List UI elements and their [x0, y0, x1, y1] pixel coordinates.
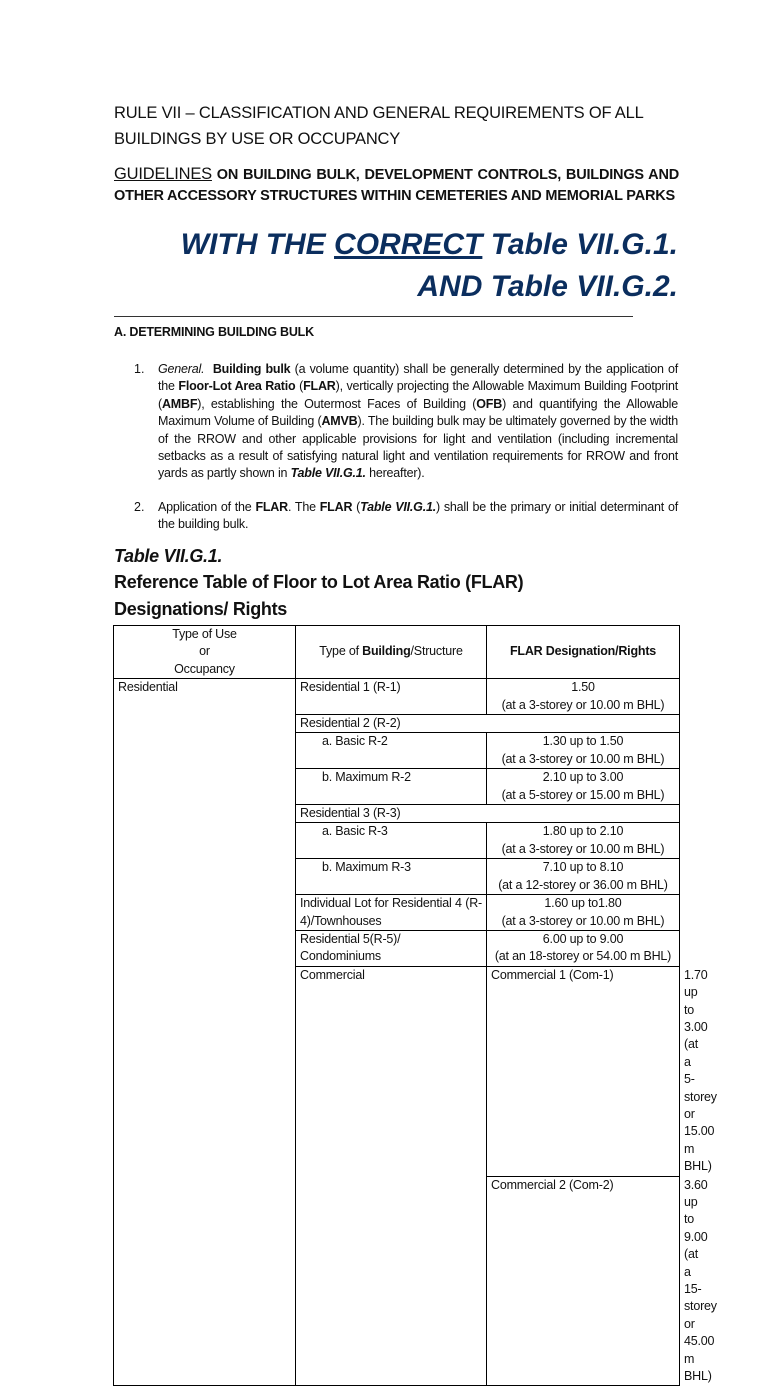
banner-text-a: WITH THE — [180, 228, 335, 261]
guidelines-lead: GUIDELINES — [114, 165, 212, 183]
header-type-of-building — [296, 626, 487, 679]
cell-r4: Individual Lot for Residential 4 (R-4)/Townhouses — [296, 895, 487, 931]
table-row: Commercial Commercial 1 (Com-1) 1.70 up to 3.00 (at a 5-storey or 15.00 m BHL) — [114, 966, 680, 1176]
item-1-text: General. Building bulk (a volume quantity) shall be generally determined by the application of the Floor-Lot Area Ratio (FLAR), vertically projecting the Allowable Maximum Building Footprint (AMBF), establishing the Outermost Faces of Building (OFB) and quantifying the Allowable Maximum Volume of Building (AMVB). The building bulk may be ultimately governed by the width of the RROW and other applicable provisions for light and ventilation (including incremental setbacks as a result of satisfying natural light and ventilation requirements for RROW and front yards as partly shown in Table VII.G.1. hereafter). — [158, 362, 678, 481]
value-line: (at a 3-storey or 10.00 m BHL) — [501, 697, 665, 712]
cell-r2a: a. Basic R-2 — [296, 733, 487, 769]
value-line: 1.50 — [571, 680, 595, 695]
rule-title: RULE VII – CLASSIFICATION AND GENERAL REQUIREMENTS OF ALL BUILDINGS BY USE OR OCCUPANCY — [114, 104, 643, 148]
divider — [114, 316, 633, 317]
value-line: (at a 5-storey or 15.00 m BHL) — [501, 787, 665, 802]
banner-text-correct: CORRECT — [334, 228, 483, 261]
cell-r2a-value — [487, 733, 680, 769]
value-line: (at a 3-storey or 10.00 m BHL) — [501, 913, 665, 928]
cell-r3b: b. Maximum R-3 — [296, 859, 487, 895]
header-line: or — [199, 644, 210, 659]
cell-r1-value — [487, 679, 680, 715]
cell-r2: Residential 2 (R-2) — [296, 715, 680, 733]
cell-r2b: b. Maximum R-2 — [296, 769, 487, 805]
cell-r3: Residential 3 (R-3) — [296, 805, 680, 823]
value-line: (at an 18-storey or 54.00 m BHL) — [494, 949, 672, 964]
value-line: 1.60 up to1.80 — [544, 896, 622, 911]
value-line: (at a 3-storey or 10.00 m BHL) — [501, 841, 665, 856]
banner-line-2: AND Table VII.G.2. — [417, 270, 678, 303]
cell-r3a: a. Basic R-3 — [296, 823, 487, 859]
cell-r3a-value — [487, 823, 680, 859]
cell-c2: Commercial 2 (Com-2) — [487, 1176, 680, 1386]
header-text-bold: Building — [362, 644, 411, 659]
guidelines-heading — [114, 164, 679, 207]
header-line: Type of Use — [172, 627, 237, 641]
value-line: 6.00 up to 9.00 — [542, 931, 624, 946]
item-2-number: 2. — [134, 500, 145, 514]
value-line: 1.30 up to 1.50 — [542, 734, 624, 749]
banner-line-1 — [181, 228, 678, 262]
value-line: (at a 3-storey or 10.00 m BHL) — [501, 751, 665, 766]
cell-r5-value — [487, 930, 680, 966]
table-header-row — [114, 626, 680, 679]
section-a-heading: A. DETERMINING BUILDING BULK — [114, 325, 314, 339]
cell-r4-value — [487, 895, 680, 931]
value-line: 7.10 up to 8.10 — [542, 860, 624, 875]
header-line: Occupancy — [174, 661, 235, 676]
header-flar: FLAR Designation/Rights — [487, 626, 680, 679]
cell-c1: Commercial 1 (Com-1) — [487, 966, 680, 1176]
header-type-of-use — [114, 626, 296, 679]
table-row: Commercial 2 (Com-2) 3.60 up to 9.00 (at a 15-storey or 45.00 m BHL) — [114, 1176, 680, 1386]
header-text: Type of — [319, 644, 363, 659]
guidelines-rest: ON BUILDING BULK, DEVELOPMENT CONTROLS, BUILDINGS AND OTHER ACCESSORY STRUCTURES WITHIN CEMETERIES AND MEMORIAL PARKS — [114, 167, 679, 204]
value-line: 1.80 up to 2.10 — [542, 824, 624, 839]
cell-commercial: Commercial — [296, 966, 487, 1386]
cell-r1: Residential 1 (R-1) — [296, 679, 487, 715]
table-caption-subtitle: Designations/ Rights — [114, 599, 288, 619]
cell-r3b-value — [487, 859, 680, 895]
value-line: (at a 12-storey or 36.00 m BHL) — [498, 877, 668, 892]
banner-text-c: Table VII.G.1. — [482, 228, 678, 261]
table-row — [114, 679, 680, 715]
flar-table — [113, 625, 717, 1386]
cell-r2b-value — [487, 769, 680, 805]
value-line: 2.10 up to 3.00 — [542, 770, 624, 785]
item-1-number: 1. — [134, 362, 145, 376]
table-caption-number: Table VII.G.1. — [114, 546, 223, 566]
cell-r5: Residential 5(R-5)/ Condominiums — [296, 930, 487, 966]
cell-residential: Residential — [114, 679, 296, 1386]
header-text: /Structure — [410, 644, 463, 659]
item-2-text: Application of the FLAR. The FLAR (Table VII.G.1.) shall be the primary or initial determinant of the building bulk. — [158, 500, 678, 532]
table-caption-title: Reference Table of Floor to Lot Area Ratio (FLAR) — [114, 572, 524, 592]
